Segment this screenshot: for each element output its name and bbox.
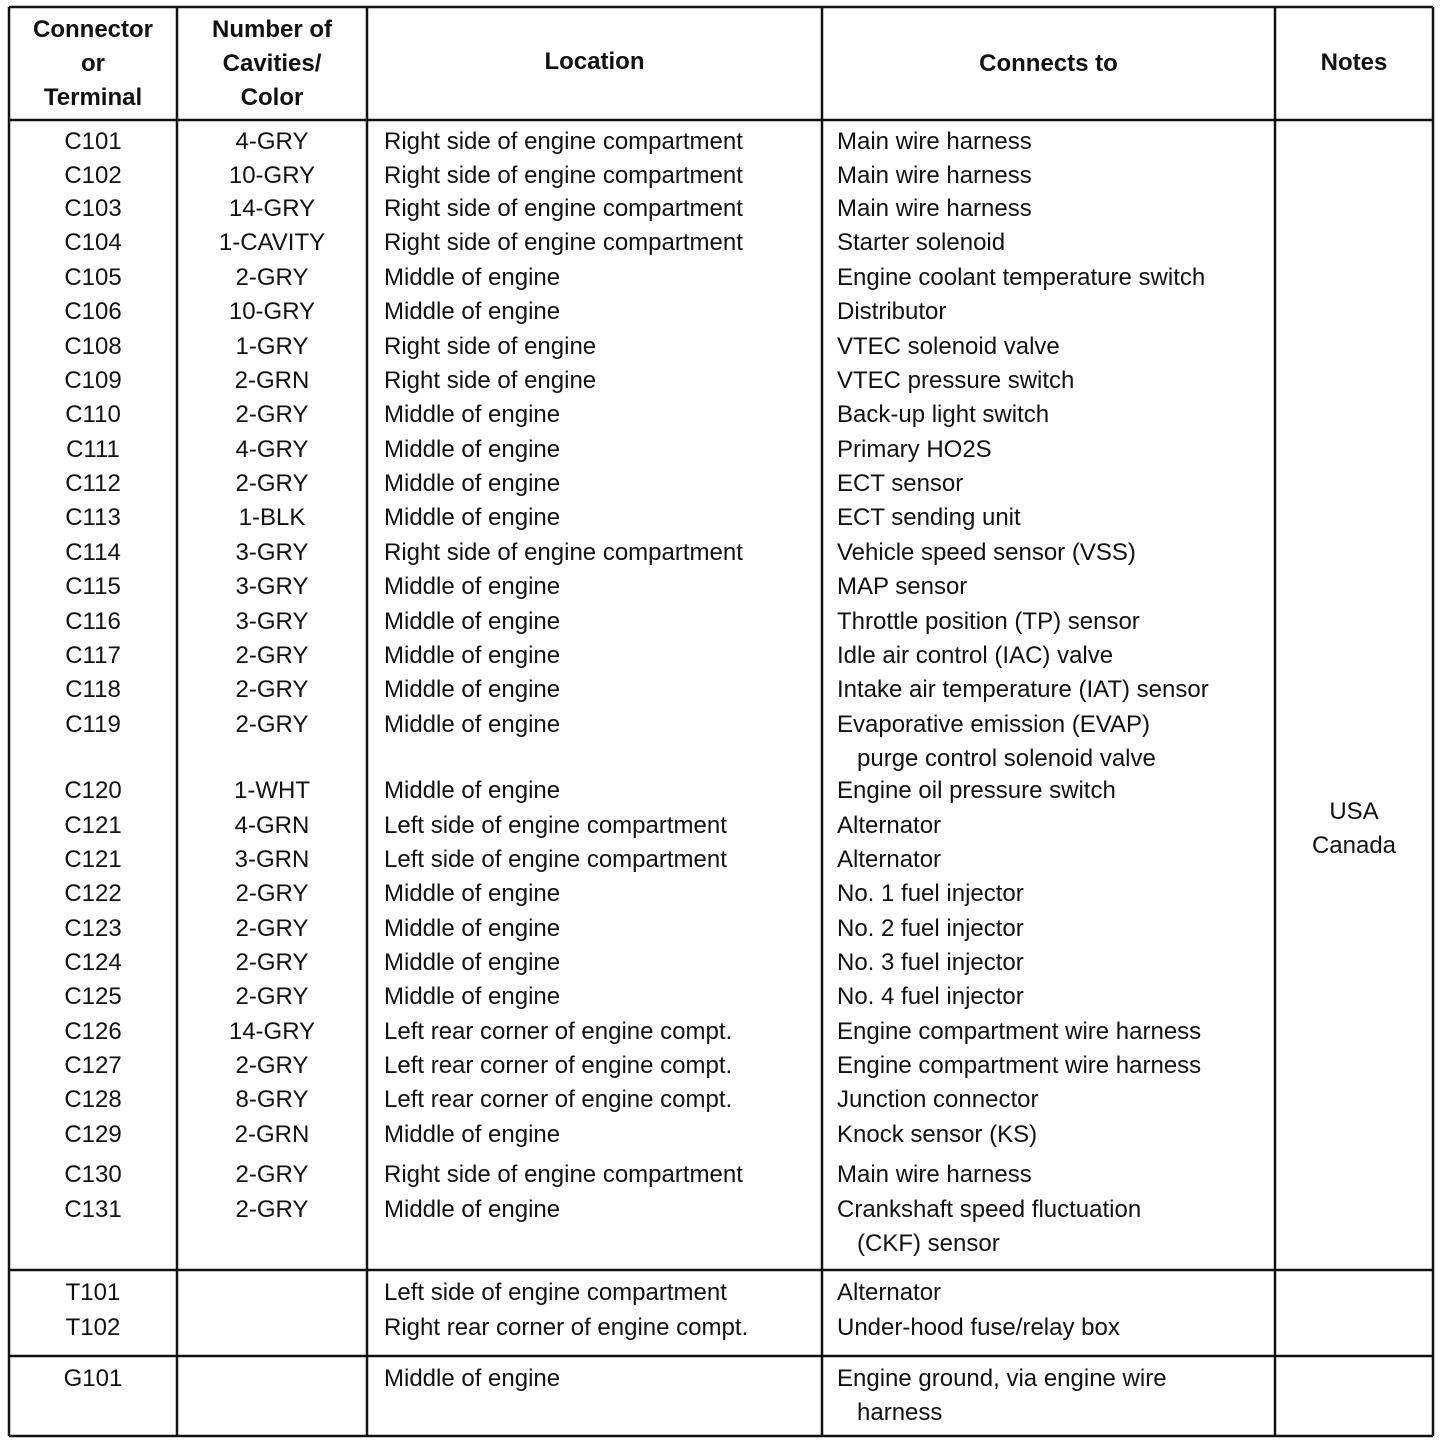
connector-row-cavities: 2-GRY bbox=[235, 642, 309, 669]
connector-row-connects-to: VTEC pressure switch bbox=[837, 367, 1075, 394]
connector-row-connects-to: Throttle position (TP) sensor bbox=[837, 608, 1140, 635]
connector-row-location: Middle of engine bbox=[384, 642, 561, 669]
connector-row-location: Right side of engine compartment bbox=[384, 539, 743, 566]
connector-row-cavities: 1-CAVITY bbox=[218, 229, 326, 256]
connector-row-id: C129 bbox=[64, 1121, 122, 1148]
header-connector-line3: Terminal bbox=[43, 84, 143, 111]
connector-row-connects-to: Intake air temperature (IAT) sensor bbox=[837, 676, 1209, 703]
connector-row-location: Middle of engine bbox=[384, 436, 561, 463]
connector-row-connects-to: No. 4 fuel injector bbox=[837, 983, 1024, 1010]
connector-row-connects-to: No. 2 fuel injector bbox=[837, 915, 1024, 942]
header-notes: Notes bbox=[1320, 49, 1388, 76]
connector-row-cavities: 10-GRY bbox=[228, 162, 316, 189]
connector-row-location: Middle of engine bbox=[384, 504, 561, 531]
connector-row-id: C126 bbox=[64, 1018, 122, 1045]
connector-row-id: C102 bbox=[64, 162, 122, 189]
connector-row-cavities: 2-GRY bbox=[235, 1196, 309, 1223]
connector-row-id: C116 bbox=[65, 608, 121, 635]
connector-row-connects-to: ECT sending unit bbox=[837, 504, 1021, 531]
connector-row-connects-to: Alternator bbox=[837, 812, 942, 839]
connector-row-location: Left rear corner of engine compt. bbox=[384, 1018, 733, 1045]
connector-row-id: C115 bbox=[65, 573, 121, 600]
connector-row-id: C121 bbox=[64, 846, 122, 873]
connector-row-cavities: 4-GRY bbox=[235, 128, 309, 155]
connector-row-location: Middle of engine bbox=[384, 1196, 561, 1223]
terminal-row-id: T101 bbox=[65, 1279, 121, 1306]
connector-row-connects-to: Evaporative emission (EVAP) bbox=[837, 711, 1151, 738]
header-location: Location bbox=[544, 48, 645, 75]
connector-row-cavities: 3-GRY bbox=[235, 573, 309, 600]
connector-row-cavities: 2-GRY bbox=[235, 470, 309, 497]
ground-row-id: G101 bbox=[63, 1365, 123, 1392]
connector-row-cavities: 14-GRY bbox=[228, 1018, 316, 1045]
connector-row-note: Canada bbox=[1311, 832, 1397, 859]
connector-row-id: C118 bbox=[65, 676, 121, 703]
connector-row-id: C104 bbox=[64, 229, 122, 256]
connector-row-connects-to: Main wire harness bbox=[837, 162, 1032, 189]
terminal-row-connects-to: Under-hood fuse/relay box bbox=[837, 1314, 1120, 1341]
connector-row-location: Right side of engine bbox=[384, 333, 597, 360]
header-connector bbox=[9, 13, 177, 115]
connector-row-note: USA bbox=[1329, 798, 1379, 825]
connector-row-location: Middle of engine bbox=[384, 949, 561, 976]
connector-row-location: Right side of engine compartment bbox=[384, 128, 743, 155]
connector-row-connects-to: Engine coolant temperature switch bbox=[837, 264, 1206, 291]
connector-row-cavities: 2-GRN bbox=[234, 1121, 310, 1148]
connector-row-connects-to: Main wire harness bbox=[837, 128, 1032, 155]
connector-row-connects-to: Crankshaft speed fluctuation bbox=[837, 1196, 1142, 1223]
connector-row-id: C131 bbox=[64, 1196, 122, 1223]
connector-row-connects-to: Vehicle speed sensor (VSS) bbox=[837, 539, 1136, 566]
connector-row-id: C109 bbox=[64, 367, 122, 394]
connector-row-cavities: 3-GRY bbox=[235, 539, 309, 566]
header-connects-to: Connects to bbox=[979, 50, 1118, 77]
connector-row-location: Left rear corner of engine compt. bbox=[384, 1086, 733, 1113]
terminal-row-location: Left side of engine compartment bbox=[384, 1279, 727, 1306]
connector-row-connects-to: No. 1 fuel injector bbox=[837, 880, 1024, 907]
connector-row-id: C125 bbox=[64, 983, 122, 1010]
ground-row-location: Middle of engine bbox=[384, 1365, 561, 1392]
connector-row-id: C113 bbox=[65, 504, 121, 531]
connector-row-connects-to: Engine oil pressure switch bbox=[837, 777, 1116, 804]
connector-row-cavities: 3-GRY bbox=[235, 608, 309, 635]
connector-row-cavities: 2-GRY bbox=[235, 949, 309, 976]
connector-row-location: Middle of engine bbox=[384, 298, 561, 325]
connector-row-cavities: 2-GRY bbox=[235, 676, 309, 703]
header-connector-line1: Connector bbox=[33, 16, 153, 43]
connector-row-connects-to: purge control solenoid valve bbox=[857, 745, 1156, 772]
connector-row-location: Middle of engine bbox=[384, 470, 561, 497]
connector-row-id: C112 bbox=[65, 470, 121, 497]
connector-row-location: Right side of engine bbox=[384, 367, 597, 394]
connector-row-connects-to: No. 3 fuel injector bbox=[837, 949, 1024, 976]
connector-row-cavities: 2-GRY bbox=[235, 983, 309, 1010]
connector-row-location: Left rear corner of engine compt. bbox=[384, 1052, 733, 1079]
connector-row-cavities: 2-GRN bbox=[234, 367, 310, 394]
connector-row-cavities: 2-GRY bbox=[235, 401, 309, 428]
connector-row-connects-to: Knock sensor (KS) bbox=[837, 1121, 1038, 1148]
connector-row-connects-to: MAP sensor bbox=[837, 573, 968, 600]
header-cavities-line3: Color bbox=[240, 84, 304, 111]
connector-row-id: C103 bbox=[64, 195, 122, 222]
connector-row-cavities: 2-GRY bbox=[235, 264, 309, 291]
connector-row-location: Middle of engine bbox=[384, 264, 561, 291]
connector-row-location: Right side of engine compartment bbox=[384, 162, 743, 189]
connector-row-connects-to: Engine compartment wire harness bbox=[837, 1018, 1202, 1045]
connector-row-cavities: 2-GRY bbox=[235, 1052, 309, 1079]
connector-row-connects-to: Alternator bbox=[837, 846, 942, 873]
connector-row-id: C120 bbox=[64, 777, 122, 804]
connector-row-connects-to: (CKF) sensor bbox=[857, 1230, 1000, 1257]
connector-row-connects-to: Starter solenoid bbox=[837, 229, 1006, 256]
connector-row-location: Middle of engine bbox=[384, 711, 561, 738]
connector-row-cavities: 4-GRN bbox=[234, 812, 310, 839]
connector-row-cavities: 2-GRY bbox=[235, 711, 309, 738]
ground-row-connects-to: harness bbox=[857, 1399, 943, 1426]
connector-row-cavities: 1-GRY bbox=[235, 333, 309, 360]
connector-row-connects-to: Main wire harness bbox=[837, 195, 1032, 222]
connector-row-id: C123 bbox=[64, 915, 122, 942]
connector-row-cavities: 14-GRY bbox=[228, 195, 316, 222]
connector-row-id: C124 bbox=[64, 949, 122, 976]
connector-row-id: C130 bbox=[64, 1161, 122, 1188]
connector-row-id: C119 bbox=[65, 711, 121, 738]
connector-row-location: Middle of engine bbox=[384, 1121, 561, 1148]
connector-row-location: Left side of engine compartment bbox=[384, 846, 727, 873]
connector-row-cavities: 2-GRY bbox=[235, 915, 309, 942]
connector-row-connects-to: Back-up light switch bbox=[837, 401, 1050, 428]
connector-row-location: Right side of engine compartment bbox=[384, 1161, 743, 1188]
connector-row-location: Right side of engine compartment bbox=[384, 229, 743, 256]
header-cavities-line1: Number of bbox=[212, 16, 332, 43]
connector-row-id: C106 bbox=[64, 298, 122, 325]
terminal-row-id: T102 bbox=[65, 1314, 121, 1341]
connector-row-cavities: 8-GRY bbox=[235, 1086, 309, 1113]
connector-row-cavities: 3-GRN bbox=[234, 846, 310, 873]
connector-row-cavities: 1-WHT bbox=[234, 777, 310, 804]
connector-row-connects-to: Primary HO2S bbox=[837, 436, 992, 463]
connector-row-connects-to: Main wire harness bbox=[837, 1161, 1032, 1188]
connector-row-id: C105 bbox=[64, 264, 122, 291]
connector-row-cavities: 2-GRY bbox=[235, 1161, 309, 1188]
connector-row-connects-to: Distributor bbox=[837, 298, 947, 325]
connector-row-connects-to: ECT sensor bbox=[837, 470, 964, 497]
terminal-row-location: Right rear corner of engine compt. bbox=[384, 1314, 749, 1341]
connector-row-location: Right side of engine compartment bbox=[384, 195, 743, 222]
connector-row-id: C110 bbox=[65, 401, 121, 428]
connector-row-id: C117 bbox=[65, 642, 121, 669]
connector-row-connects-to: VTEC solenoid valve bbox=[837, 333, 1060, 360]
connector-row-location: Middle of engine bbox=[384, 777, 561, 804]
connector-row-cavities: 10-GRY bbox=[228, 298, 316, 325]
connector-row-location: Middle of engine bbox=[384, 915, 561, 942]
header-cavities-line2: Cavities/ bbox=[222, 50, 322, 77]
header-cavities bbox=[177, 13, 367, 115]
connector-row-connects-to: Engine compartment wire harness bbox=[837, 1052, 1202, 1079]
connector-row-connects-to: Idle air control (IAC) valve bbox=[837, 642, 1114, 669]
header-connector-line2: or bbox=[81, 50, 105, 77]
connector-row-location: Middle of engine bbox=[384, 401, 561, 428]
connector-row-id: C111 bbox=[66, 436, 120, 463]
ground-row-connects-to: Engine ground, via engine wire bbox=[837, 1365, 1167, 1392]
connector-row-id: C128 bbox=[64, 1086, 122, 1113]
connector-row-cavities: 2-GRY bbox=[235, 880, 309, 907]
connector-row-id: C108 bbox=[64, 333, 122, 360]
connector-row-location: Middle of engine bbox=[384, 983, 561, 1010]
connector-row-id: C101 bbox=[64, 128, 122, 155]
connector-row-location: Middle of engine bbox=[384, 676, 561, 703]
connector-row-location: Left side of engine compartment bbox=[384, 812, 727, 839]
connector-row-location: Middle of engine bbox=[384, 573, 561, 600]
connector-row-id: C122 bbox=[64, 880, 122, 907]
connector-row-id: C121 bbox=[64, 812, 122, 839]
connector-row-connects-to: Junction connector bbox=[837, 1086, 1039, 1113]
terminal-row-connects-to: Alternator bbox=[837, 1279, 942, 1306]
connector-row-cavities: 4-GRY bbox=[235, 436, 309, 463]
connector-row-id: C114 bbox=[65, 539, 121, 566]
connector-row-cavities: 1-BLK bbox=[238, 504, 306, 531]
connector-row-location: Middle of engine bbox=[384, 608, 561, 635]
connector-row-location: Middle of engine bbox=[384, 880, 561, 907]
connector-row-id: C127 bbox=[64, 1052, 122, 1079]
